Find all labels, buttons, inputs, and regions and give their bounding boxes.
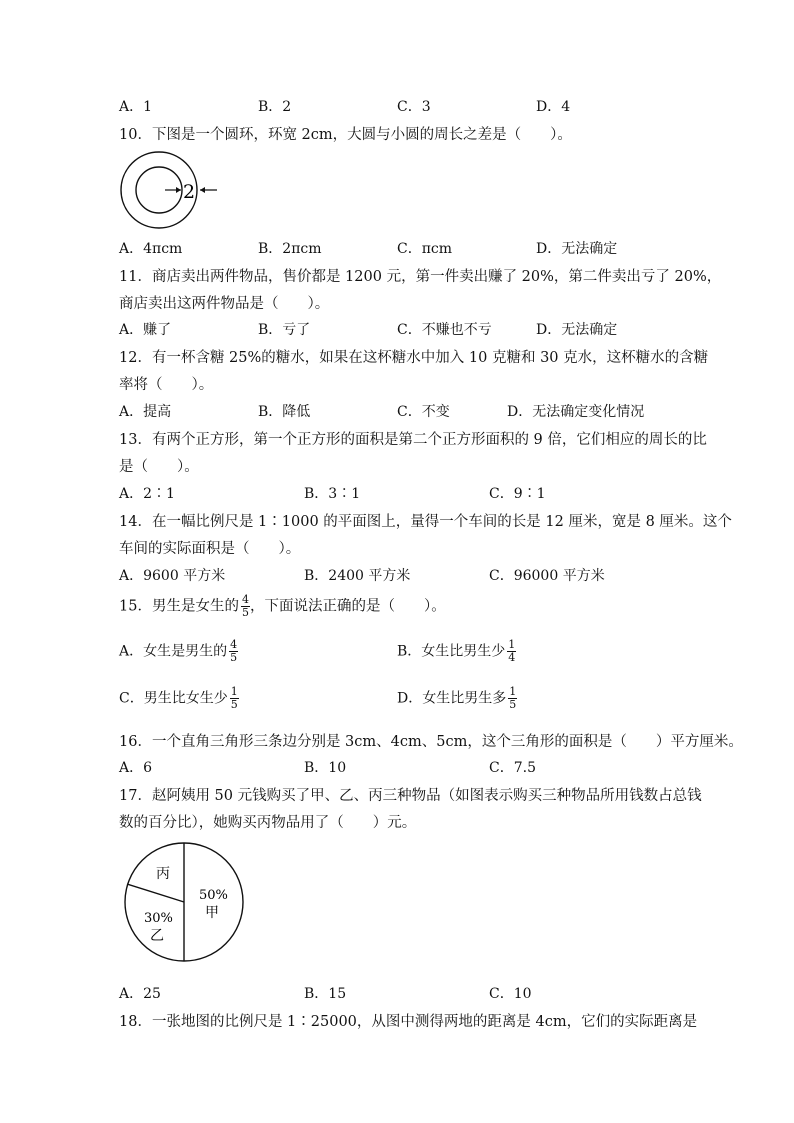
q14-line2: 车间的实际面积是（ ）。 (119, 541, 301, 557)
q12-option-d: D．无法确定变化情况 (507, 404, 645, 420)
fraction-denominator: 5 (241, 606, 249, 619)
arrow-right-head (176, 187, 181, 193)
q11-option-d: D．无法确定 (536, 322, 618, 338)
q15-option-c (119, 686, 239, 711)
q16-option-a: A．6 (119, 760, 153, 776)
fraction-numerator: 1 (230, 685, 238, 698)
option-fraction (230, 686, 239, 711)
option-text: C．男生比女生少 (119, 690, 228, 707)
q9-option-a: A．1 (119, 99, 153, 115)
q14-option-b: B．2400 平方米 (304, 568, 411, 584)
option-text: D．女生比男生多 (397, 690, 507, 707)
q15-option-d (397, 686, 517, 711)
pie-label-bing: 丙 (156, 866, 170, 882)
pie-label-jia-pct: 50% (199, 888, 228, 903)
option-text: B．女生比男生少 (397, 643, 506, 660)
ring-width-label: 2 (183, 181, 196, 203)
pie-label-yi-pct: 30% (144, 911, 173, 926)
q13-line1: 13．有两个正方形，第一个正方形的面积是第二个正方形面积的 9 倍，它们相应的周长的比 (119, 432, 707, 448)
q10-option-a: A．4πcm (119, 241, 183, 257)
q11-line2: 商店卖出这两件物品是（ ）。 (119, 296, 330, 312)
q10-stem: 10．下图是一个圆环，环宽 2cm，大圆与小圆的周长之差是（ ）。 (119, 127, 572, 143)
q17-option-b: B．15 (304, 986, 347, 1002)
q16-option-b: B．10 (304, 760, 347, 776)
fraction-denominator: 5 (230, 698, 238, 711)
pie-label-jia: 甲 (205, 905, 219, 921)
fraction-numerator: 1 (509, 685, 517, 698)
q12-line1: 12．有一杯含糖 25%的糖水，如果在这杯糖水中加入 10 克糖和 30 克水，这杯糖水的含糖 (119, 350, 709, 366)
q14-line1: 14．在一幅比例尺是 1∶1000 的平面图上，量得一个车间的长是 12 厘米，宽是 8 厘米。这个 (119, 514, 732, 530)
q15-stem-fraction (241, 594, 250, 619)
pie-label-yi: 乙 (150, 928, 164, 944)
q9-option-d: D．4 (536, 99, 571, 115)
q11-option-b: B．亏了 (258, 322, 311, 338)
q16-option-c: C．7.5 (489, 760, 536, 776)
fraction-denominator: 5 (509, 698, 517, 711)
q17-line1: 17．赵阿姨用 50 元钱购买了甲、乙、丙三种物品（如图表示购买三种物品所用钱数占总钱 (119, 788, 702, 804)
q13-option-c: C．9∶1 (489, 486, 546, 502)
q17-option-c: C．10 (489, 986, 532, 1002)
pie-chart (120, 838, 250, 968)
fraction-denominator: 4 (508, 651, 516, 664)
fraction-numerator: 4 (241, 593, 249, 606)
ring-figure (118, 150, 228, 232)
option-fraction (507, 639, 516, 664)
q17-option-a: A．25 (119, 986, 161, 1002)
fraction-denominator: 5 (230, 651, 238, 664)
q11-option-a: A．赚了 (119, 322, 172, 338)
option-fraction (229, 639, 238, 664)
q12-line2: 率将（ ）。 (119, 377, 214, 393)
q15-stem (119, 594, 446, 619)
q12-option-b: B．降低 (258, 404, 311, 420)
q13-line2: 是（ ）。 (119, 459, 199, 475)
q14-option-c: C．96000 平方米 (489, 568, 605, 584)
q15-option-a (119, 639, 238, 664)
q13-option-b: B．3∶1 (304, 486, 361, 502)
q18-line1: 18．一张地图的比例尺是 1∶25000，从图中测得两地的距离是 4cm，它们的实际距离是 (119, 1014, 698, 1030)
q9-option-c: C．3 (397, 99, 431, 115)
fraction-numerator: 4 (230, 638, 238, 651)
arrow-left-head (200, 187, 205, 193)
q17-line2: 数的百分比），她购买丙物品用了（ ）元。 (119, 815, 417, 831)
q16-stem: 16．一个直角三角形三条边分别是 3cm、4cm、5cm，这个三角形的面积是（ ）平方厘米。 (119, 734, 743, 750)
q9-option-b: B．2 (258, 99, 292, 115)
q14-option-a: A．9600 平方米 (119, 568, 226, 584)
q10-option-c: C．πcm (397, 241, 453, 257)
q10-option-b: B．2πcm (258, 241, 322, 257)
option-fraction (508, 686, 517, 711)
q10-option-d: D．无法确定 (536, 241, 618, 257)
q12-option-a: A．提高 (119, 404, 172, 420)
q15-stem-pre: 15．男生是女生的 (119, 598, 239, 615)
fraction-numerator: 1 (508, 638, 516, 651)
q11-line1: 11．商店卖出两件物品，售价都是 1200 元，第一件卖出赚了 20%，第二件卖出亏了 20%， (119, 269, 722, 285)
q13-option-a: A．2∶1 (119, 486, 175, 502)
q12-option-c: C．不变 (397, 404, 450, 420)
option-text: A．女生是男生的 (119, 643, 228, 660)
q11-option-c: C．不赚也不亏 (397, 322, 492, 338)
q15-option-b (397, 639, 516, 664)
q15-stem-post: ，下面说法正确的是（ ）。 (249, 598, 446, 615)
